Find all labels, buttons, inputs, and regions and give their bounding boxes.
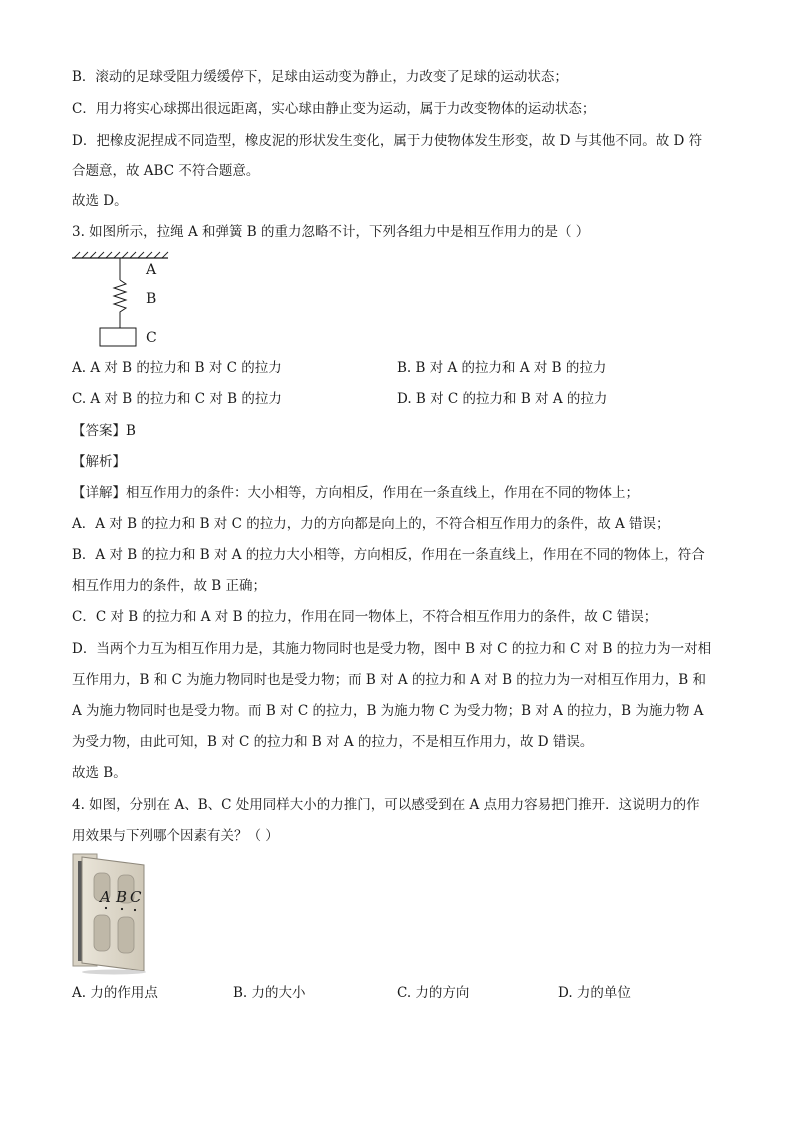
detail-line: 为受力物，由此可知，B 对 C 的拉力和 B 对 A 的拉力，不是相互作用力，故 D 错误。 bbox=[72, 734, 594, 750]
label-b: B bbox=[116, 888, 128, 906]
text-line: C．用力将实心球掷出很远距离，实心球由静止变为运动，属于力改变物体的运动状态； bbox=[72, 101, 596, 117]
door-panel bbox=[82, 857, 144, 971]
detail-line: D．当两个力互为相互作用力是，其施力物同时也是受力物，图中 B 对 C 的拉力和 C 对 B 的拉力为一对相 bbox=[72, 641, 712, 657]
choose-line: 故选 B。 bbox=[72, 765, 127, 781]
text-line: 故选 D。 bbox=[72, 193, 128, 209]
label-c: C bbox=[146, 330, 157, 346]
detail-line: A．A 对 B 的拉力和 B 对 C 的拉力，力的方向都是向上的，不符合相互作用力的条件，故 A 错误； bbox=[72, 516, 670, 532]
block-c bbox=[100, 328, 136, 346]
question-stem: 4. 如图，分别在 A、B、C 处用同样大小的力推门，可以感受到在 A 点用力容易把门推开．这说明力的作 bbox=[72, 797, 700, 813]
option-c: C. 力的方向 bbox=[397, 985, 470, 1001]
option-d: D. 力的单位 bbox=[558, 985, 631, 1001]
detail-line: 【详解】相互作用力的条件：大小相等，方向相反，作用在一条直线上，作用在不同的物体上； bbox=[72, 485, 639, 501]
option-b: B. B 对 A 的拉力和 A 对 B 的拉力 bbox=[397, 360, 607, 376]
answer-label: 【答案】B bbox=[72, 423, 136, 439]
option-b: B. 力的大小 bbox=[233, 985, 306, 1001]
label-a: A bbox=[100, 888, 111, 906]
label-c: C bbox=[130, 888, 142, 906]
question-stem: 3. 如图所示，拉绳 A 和弹簧 B 的重力忽略不计，下列各组力中是相互作用力的是（ ） bbox=[72, 224, 590, 240]
detail-line: C．C 对 B 的拉力和 A 对 B 的拉力，作用在同一物体上，不符合相互作用力的条件，故 C 错误； bbox=[72, 609, 658, 625]
detail-line: A 为施力物同时也是受力物。而 B 对 C 的拉力，B 为施力物 C 为受力物；B 对 A 的拉力，B 为施力物 A bbox=[72, 703, 704, 719]
text-line: B．滚动的足球受阻力缓缓停下，足球由运动变为静止，力改变了足球的运动状态； bbox=[72, 69, 568, 85]
option-a: A. 力的作用点 bbox=[72, 985, 158, 1001]
spring-figure bbox=[70, 252, 170, 348]
question-stem: 用效果与下列哪个因素有关？（ ） bbox=[72, 828, 279, 844]
text-line: D．把橡皮泥捏成不同造型，橡皮泥的形状发生变化，属于力使物体发生形变，故 D 与其他不同。故 D 符 bbox=[72, 133, 703, 149]
option-a: A. A 对 B 的拉力和 B 对 C 的拉力 bbox=[72, 360, 282, 376]
analysis-label: 【解析】 bbox=[72, 454, 126, 470]
spring-b bbox=[114, 280, 126, 328]
label-b: B bbox=[146, 291, 157, 307]
text-line: 合题意，故 ABC 不符合题意。 bbox=[72, 163, 260, 179]
option-d: D. B 对 C 的拉力和 B 对 A 的拉力 bbox=[397, 391, 608, 407]
detail-line: 互作用力，B 和 C 为施力物同时也是受力物；而 B 对 A 的拉力和 A 对 B 的拉力为一对相互作用力，B 和 bbox=[72, 672, 707, 688]
door-figure bbox=[72, 853, 154, 975]
ceiling-hatch bbox=[74, 252, 168, 258]
option-c: C. A 对 B 的拉力和 C 对 B 的拉力 bbox=[72, 391, 282, 407]
detail-line: 相互作用力的条件，故 B 正确； bbox=[72, 578, 267, 594]
detail-line: B．A 对 B 的拉力和 B 对 A 的拉力大小相等，方向相反，作用在一条直线上，作用在不同的物体上，符合 bbox=[72, 547, 705, 563]
label-a: A bbox=[146, 262, 157, 278]
